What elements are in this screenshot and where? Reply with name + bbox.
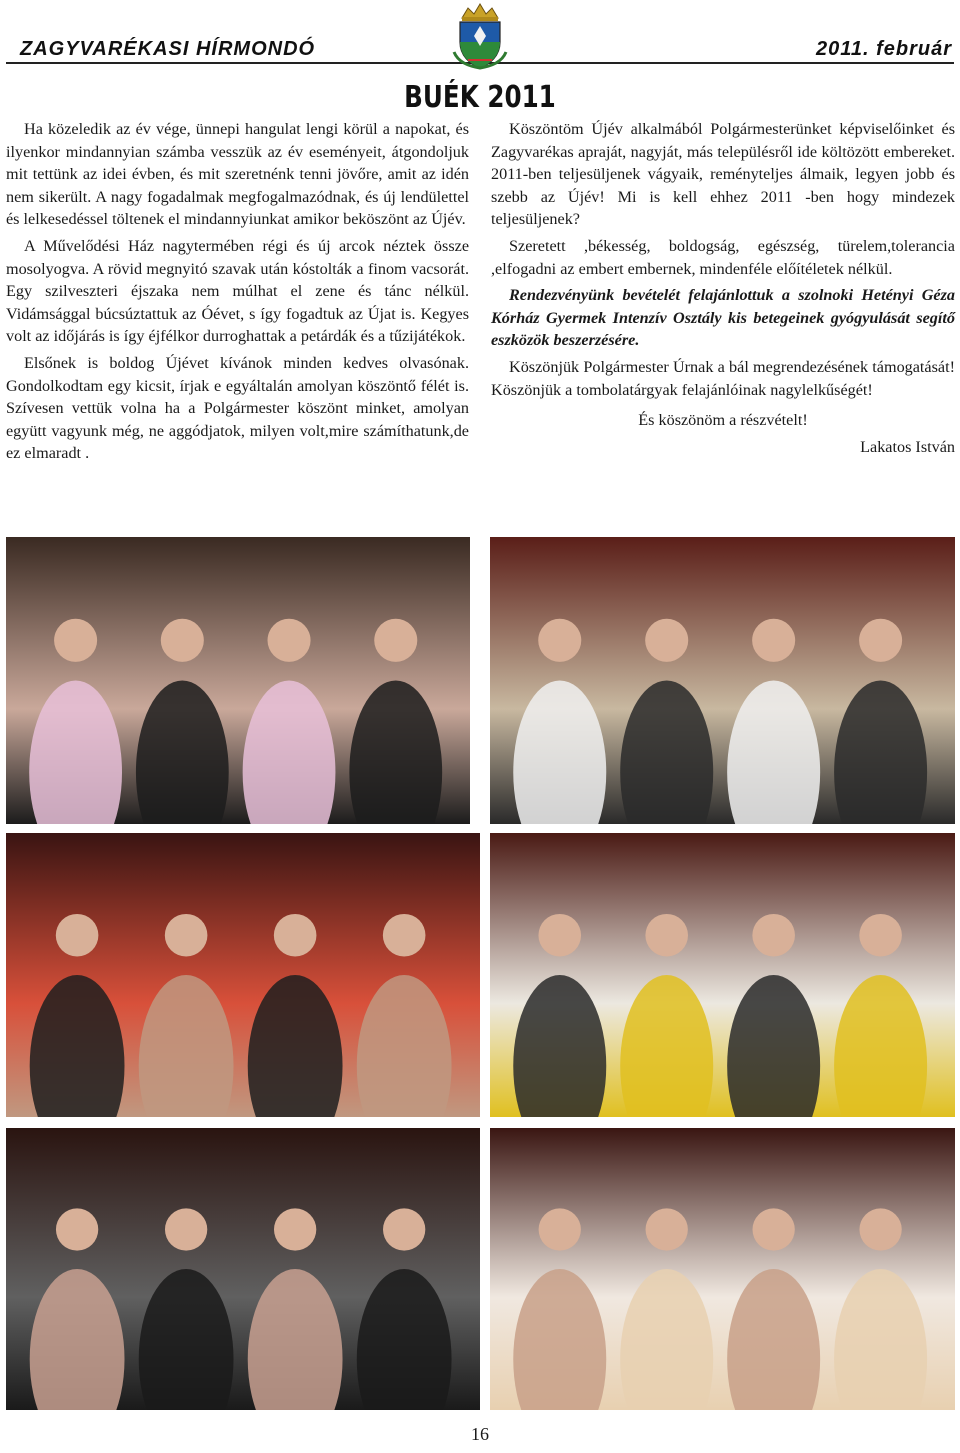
right-column <box>491 118 955 462</box>
closing-line: És köszönöm a részvételt! <box>638 411 808 430</box>
header-publication: ZAGYVARÉKASI HÍRMONDÓ <box>20 38 316 60</box>
page-number: 16 <box>471 1424 489 1444</box>
coat-of-arms-icon <box>450 2 510 70</box>
author-signature: Lakatos István <box>860 437 955 456</box>
photo-party-group <box>6 1128 480 1410</box>
photo-image <box>6 1128 480 1410</box>
header-date: 2011. február <box>815 38 952 60</box>
left-column <box>6 118 469 469</box>
photo-image <box>6 537 470 824</box>
photo-image <box>6 833 480 1117</box>
left-paragraph: Elsőnek is boldog Újévet kívánok minden kedves olvasónak. Gondolkodtam egy kicsit, írjak e egyáltalán amolyan köszöntő félét is. Szívesen vettük volna ha a Polgármester köszönt minket, amolyan együtt vagyunk még, ne aggódjatok, milyen volt,mire számíthatunk,de ez elmaradt . <box>6 353 469 463</box>
left-paragraph: A Művelődési Ház nagytermében régi és új arcok néztek össze mosolyogva. A rövid megnyitó szavak után kóstolták a finom vacsorát. Egy szilveszteri éjszaka nem múlhat el zene és tánc nélkül. Vidámsággal búcsúztattuk az Óévet, s így fogadtuk az Újat is. Kegyes volt az időjárás is így éjfélkor durroghattak a petárdák és a tűzijátékok. <box>6 236 469 346</box>
right-paragraph: Szeretett ,békesség, boldogság, egészség, türelem,tolerancia ,elfogadni az embert embernek, mindenféle előítéletek nélkül. <box>491 236 955 278</box>
photo-child-on-shoulders <box>490 1128 955 1410</box>
photo-image <box>490 1128 955 1410</box>
photo-seated-guests <box>490 537 955 824</box>
thanks-paragraph: Köszönjük Polgármester Úrnak a bál megrendezésének támogatását! Köszönjük a tombolatárgyak felajánlóinak nagylelkűségét! <box>491 357 955 399</box>
photo-couple <box>6 833 480 1117</box>
left-paragraph: Ha közeledik az év vége, ünnepi hangulat lengi körül a napokat, és ilyenkor mindannyian számba vesszük az év eseményeit, átgondoljuk mit tettünk az idei évben, és mit szeretnénk tenni jövőre, amit az idén nem sikerült. A nagy fogadalmak megfogalmazódnak, és új lendülettel és lelkesedéssel töltenek el mindannyiunkat amikor beköszönt az Újév. <box>6 120 469 229</box>
photo-image <box>490 833 955 1117</box>
photo-banquet-table <box>490 833 955 1117</box>
charity-highlight: Rendezvényünk bevételét felajánlottuk a szolnoki Hetényi Géza Kórház Gyermek Intenzív Osztály kis betegeinek gyógyulását segítő eszközök beszerzésére. <box>491 286 955 350</box>
article-title: BUÉK 2011 <box>404 80 556 115</box>
photo-image <box>490 537 955 824</box>
photo-dancing-group <box>6 537 470 824</box>
right-paragraph: Köszöntöm Újév alkalmából Polgármesterünket képviselőinket és Zagyvarékas apraját, nagyját, más településről ide költözött embereket. 2011-ben teljesüljenek vágyaik, reményteljes álmaik, legyen jobb és szebb az Újév! Mi is kell ehhez 2011 -ben hogy mindezek teljesüljenek? <box>491 120 955 229</box>
